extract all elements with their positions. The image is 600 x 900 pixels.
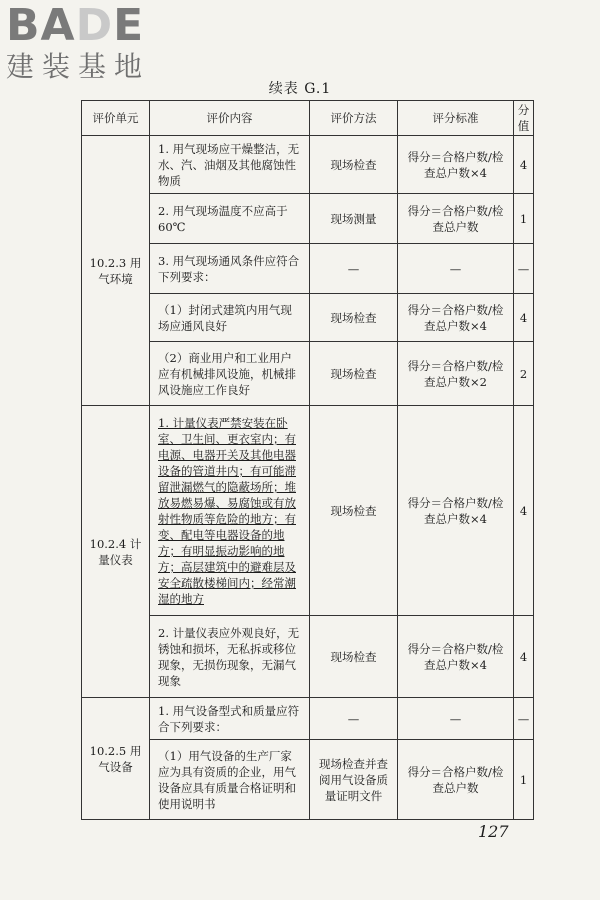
content-cell: 1. 用气现场应干燥整洁，无水、汽、油烟及其他腐蚀性物质: [150, 136, 310, 194]
page-number: 127: [478, 822, 509, 841]
unit-cell: 10.2.5 用气设备: [82, 698, 150, 820]
table-row: [82, 740, 534, 820]
unit-cell: 10.2.4 计量仪表: [82, 406, 150, 698]
score-cell: —: [514, 698, 534, 740]
evaluation-table: [81, 100, 534, 820]
method-cell: 现场检查: [310, 616, 398, 698]
content-cell: （1）用气设备的生产厂家应为具有资质的企业，用气设备应具有质量合格证明和使用说明书: [150, 740, 310, 820]
method-cell: 现场检查: [310, 294, 398, 342]
publisher-logo: [6, 0, 176, 88]
table-title: 续表 G.1: [268, 81, 332, 97]
standard-cell: —: [398, 244, 514, 294]
score-cell: 4: [514, 616, 534, 698]
method-cell: 现场检查: [310, 406, 398, 616]
standard-cell: 得分＝合格户数/检查总户数×4: [398, 616, 514, 698]
method-cell: 现场检查并查阅用气设备质量证明文件: [310, 740, 398, 820]
unit-cell: 10.2.3 用气环境: [82, 136, 150, 406]
content-cell: 1. 计量仪表严禁安装在卧室、卫生间、更衣室内；有电源、电器开关及其他电器设备的管道井内；有可能滞留泄漏燃气的隐蔽场所；堆放易燃易爆、易腐蚀或有放射性物质等危险的地方；有变、配电等电器设备的地方；有明显振动影响的地方；高层建筑中的避难层及安全疏散楼梯间内；经常潮湿的地方: [150, 406, 310, 616]
table-row: [82, 342, 534, 406]
score-cell: 1: [514, 740, 534, 820]
standard-cell: 得分＝合格户数/检查总户数×4: [398, 294, 514, 342]
table-row: [82, 136, 534, 194]
logo-brand: [6, 0, 176, 51]
content-cell: （2）商业用户和工业用户应有机械排风设施，机械排风设施应工作良好: [150, 342, 310, 406]
logo-brand-end: E: [113, 0, 145, 51]
score-cell: 2: [514, 342, 534, 406]
table-row: [82, 294, 534, 342]
table-row: [82, 698, 534, 740]
standard-cell: 得分＝合格户数/检查总户数: [398, 194, 514, 244]
content-cell: 2. 用气现场温度不应高于 60℃: [150, 194, 310, 244]
method-cell: 现场测量: [310, 194, 398, 244]
method-cell: 现场检查: [310, 342, 398, 406]
score-cell: 1: [514, 194, 534, 244]
standard-cell: 得分＝合格户数/检查总户数: [398, 740, 514, 820]
score-cell: 4: [514, 406, 534, 616]
header-content: 评价内容: [150, 101, 310, 136]
logo-brand-main: BA: [6, 0, 76, 51]
logo-brand-accent: D: [75, 0, 114, 51]
score-cell: —: [514, 244, 534, 294]
score-cell: 4: [514, 294, 534, 342]
header-score: 分值: [514, 101, 534, 136]
content-cell: 2. 计量仪表应外观良好，无锈蚀和损坏，无私拆或移位现象，无损伤现象，无漏气现象: [150, 616, 310, 698]
table-row: [82, 406, 534, 616]
content-cell: （1）封闭式建筑内用气现场应通风良好: [150, 294, 310, 342]
standard-cell: 得分＝合格户数/检查总户数×2: [398, 342, 514, 406]
content-cell: 3. 用气现场通风条件应符合下列要求：: [150, 244, 310, 294]
standard-cell: 得分＝合格户数/检查总户数×4: [398, 136, 514, 194]
score-cell: 4: [514, 136, 534, 194]
method-cell: —: [310, 244, 398, 294]
standard-cell: —: [398, 698, 514, 740]
table-row: [82, 616, 534, 698]
table-row: [82, 194, 534, 244]
header-method: 评价方法: [310, 101, 398, 136]
header-standard: 评分标准: [398, 101, 514, 136]
method-cell: 现场检查: [310, 136, 398, 194]
logo-subtitle: 建装基地: [6, 50, 151, 83]
standard-cell: 得分＝合格户数/检查总户数×4: [398, 406, 514, 616]
header-unit: 评价单元: [82, 101, 150, 136]
header-row: [82, 101, 534, 136]
method-cell: —: [310, 698, 398, 740]
content-cell: 1. 用气设备型式和质量应符合下列要求：: [150, 698, 310, 740]
table-row: [82, 244, 534, 294]
